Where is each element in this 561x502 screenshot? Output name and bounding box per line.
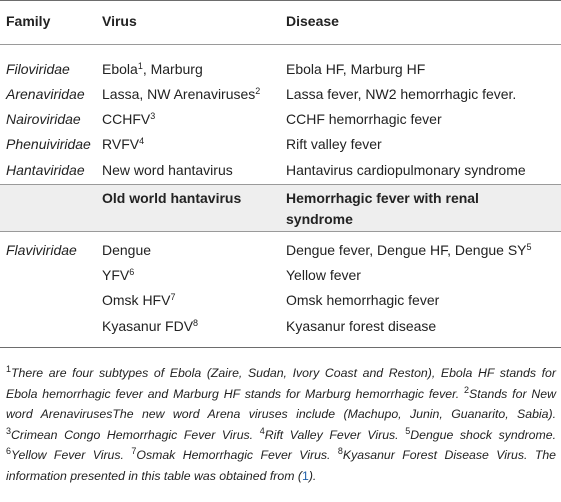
row-virus: Lassa, NW Arenaviruses$^2$: [102, 86, 261, 102]
row-virus: New word hantavirus: [102, 162, 233, 178]
row-family: Flaviviridae: [6, 242, 77, 258]
table-bottom-rule: [0, 347, 561, 348]
row-disease-continued: syndrome: [286, 211, 353, 227]
row-family: Phenuiviridae: [6, 136, 91, 152]
row-virus: YFV$^6$: [102, 267, 135, 283]
header-bottom-rule: [0, 44, 561, 45]
row-virus: Omsk HFV$^7$: [102, 292, 176, 308]
row-disease: Hemorrhagic fever with renal: [286, 190, 479, 206]
row-disease: Hantavirus cardiopulmonary syndrome: [286, 162, 526, 178]
header-family: Family: [6, 13, 51, 29]
row-disease: Yellow fever: [286, 267, 361, 283]
row-disease: Lassa fever, NW2 hemorrhagic fever.: [286, 86, 517, 102]
row-disease: Rift valley fever: [286, 136, 382, 152]
row-virus: RVFV$^4$: [102, 136, 145, 152]
header-virus: Virus: [102, 13, 137, 29]
table-top-rule: [0, 0, 561, 1]
row-disease: CCHF hemorrhagic fever: [286, 111, 442, 127]
row-disease: Dengue fever, Dengue HF, Dengue $SY^5$: [286, 242, 532, 258]
row-family: Nairoviridae: [6, 111, 81, 127]
header-disease: Disease: [286, 13, 339, 29]
row-family: Hantaviridae: [6, 162, 85, 178]
row-disease: Kyasanur forest disease: [286, 318, 437, 334]
row-disease: Omsk hemorrhagic fever: [286, 292, 440, 308]
row-virus: Dengue: [102, 242, 152, 258]
row-virus: Kyasanur FDV$^8$: [102, 318, 199, 334]
row-virus: Ebola$^1$, Marburg: [102, 61, 203, 77]
row-virus: CCHFV$^3$: [102, 111, 156, 127]
row-virus: Old world hantavirus: [102, 190, 242, 206]
row-divider: [0, 184, 561, 185]
reference-link[interactable]: 1: [301, 468, 309, 483]
row-divider: [0, 231, 561, 232]
table-footnotes: $^1$There are four subtypes of Ebola (Zaire, Sudan, Ivory Coast and Reston), Ebola HF stands for Ebola hemorrhagic fever and Marburg HF stands for Marburg hemorrhagic fever. $^2$Stands for New word ArenavirusesThe new word Arena viruses include (Machupo, Junin, Guanarito, Sabia). $^3$Crimean Congo Hemorrhagic Fever Virus. $^4$Rift Valley Fever Virus. $^5$Dengue shock syndrome. $^6$Yellow Fever Virus. $^7$Osmak Hemorrhagic Fever Virus. $^8$Kyasanur Forest Disease Virus. The information presented in this table was obtained from (1).: [6, 364, 557, 483]
row-family: Filoviridae: [6, 61, 70, 77]
row-family: Arenaviridae: [6, 86, 85, 102]
row-disease: Ebola HF, Marburg HF: [286, 61, 426, 77]
